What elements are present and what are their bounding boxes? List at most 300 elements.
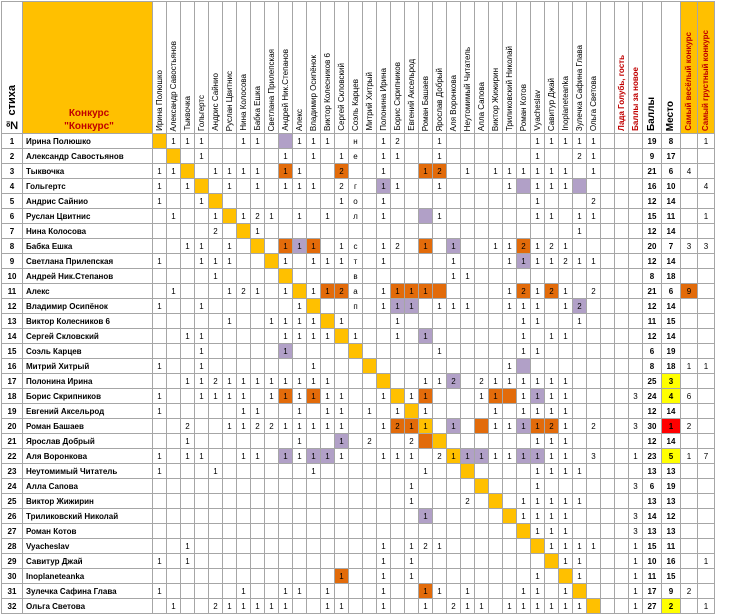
vote-cell: [321, 164, 335, 179]
vote-cell: [419, 314, 433, 329]
spacer-cell: [601, 254, 615, 269]
new-points-header: [629, 2, 643, 134]
vote-cell: 1: [321, 134, 335, 149]
vote-cell: 1: [279, 179, 293, 194]
vote-cell: [517, 554, 531, 569]
author-name: Андрей Ник.Степанов: [23, 269, 153, 284]
author-name: Сергей Скловский: [23, 329, 153, 344]
vote-cell: [419, 449, 433, 464]
vote-cell: [349, 539, 363, 554]
vote-cell: [349, 389, 363, 404]
vote-cell: [265, 134, 279, 149]
place-header: [662, 2, 681, 134]
vote-cell: [279, 554, 293, 569]
vote-cell: [265, 554, 279, 569]
contest-title-line2: "Конкурс": [64, 121, 114, 132]
vote-cell: [461, 179, 475, 194]
vote-cell: [559, 209, 573, 224]
vote-cell: [377, 509, 391, 524]
vote-cell: [167, 434, 181, 449]
vote-cell: [475, 404, 489, 419]
vote-cell: [195, 224, 209, 239]
author-name: Светлана Прилепская: [23, 254, 153, 269]
points-cell: 13: [643, 524, 662, 539]
vote-cell: 1: [433, 179, 447, 194]
vote-cell: [433, 554, 447, 569]
vote-cell: [279, 569, 293, 584]
vote-cell: [167, 149, 181, 164]
vote-cell: [307, 164, 321, 179]
vote-cell: [321, 179, 335, 194]
vote-cell: 1: [195, 374, 209, 389]
vote-cell: 1: [531, 239, 545, 254]
vote-cell: 1: [307, 449, 321, 464]
vote-cell: 1: [223, 179, 237, 194]
vote-cell: [461, 314, 475, 329]
vote-cell: [531, 554, 545, 569]
vote-cell: [279, 299, 293, 314]
vote-cell: [447, 389, 461, 404]
guest-cell: [615, 299, 629, 314]
saddest-cell: 4: [698, 179, 715, 194]
vote-cell: 1: [265, 389, 279, 404]
voter-header-15: [349, 2, 363, 134]
author-name: Борис Скрипников: [23, 389, 153, 404]
points-cell: 21: [643, 164, 662, 179]
vote-cell: [223, 524, 237, 539]
vote-cell: 1: [517, 344, 531, 359]
vote-cell: 1: [251, 284, 265, 299]
vote-cell: [293, 569, 307, 584]
vote-cell: 1: [307, 149, 321, 164]
vote-cell: 1: [419, 284, 433, 299]
saddest-cell: [698, 584, 715, 599]
vote-cell: [377, 434, 391, 449]
vote-cell: [335, 539, 349, 554]
vote-cell: [587, 599, 601, 614]
vote-cell: [279, 194, 293, 209]
vote-cell: [279, 404, 293, 419]
place-cell: 3: [662, 374, 681, 389]
voter-header-18: [391, 2, 405, 134]
guest-cell: [615, 584, 629, 599]
vote-cell: 1: [559, 134, 573, 149]
spacer-cell: [601, 464, 615, 479]
vote-cell: [363, 284, 377, 299]
vote-cell: 1: [531, 509, 545, 524]
vote-cell: 2: [391, 134, 405, 149]
vote-cell: [573, 524, 587, 539]
vote-cell: 1: [279, 239, 293, 254]
vote-cell: [209, 434, 223, 449]
voter-name: Александр Савостьянов: [168, 40, 178, 131]
guest-cell: [615, 239, 629, 254]
vote-cell: 1: [167, 164, 181, 179]
vote-cell: [167, 314, 181, 329]
vote-cell: [419, 359, 433, 374]
vote-cell: [447, 164, 461, 179]
new-points-cell: [629, 299, 643, 314]
vote-cell: [405, 179, 419, 194]
voter-name: Ярослав Добрый: [434, 67, 444, 131]
vote-cell: [223, 194, 237, 209]
voter-name: Сергей Скловский: [336, 63, 346, 131]
vote-cell: [433, 224, 447, 239]
vote-cell: [489, 344, 503, 359]
vote-cell: 1: [321, 374, 335, 389]
vote-cell: [293, 539, 307, 554]
new-points-cell: [629, 254, 643, 269]
vote-cell: [489, 329, 503, 344]
vote-cell: [531, 224, 545, 239]
vote-cell: [447, 584, 461, 599]
vote-cell: 2: [363, 434, 377, 449]
vote-cell: 1: [531, 194, 545, 209]
vote-cell: [489, 464, 503, 479]
vote-cell: 1: [405, 449, 419, 464]
voter-name: Светлана Прилепская: [266, 48, 276, 131]
vote-cell: [461, 134, 475, 149]
vote-cell: л: [349, 209, 363, 224]
vote-cell: [503, 389, 517, 404]
vote-cell: 1: [503, 419, 517, 434]
vote-cell: [363, 569, 377, 584]
vote-cell: [237, 434, 251, 449]
table-row: [2, 239, 715, 254]
funniest-cell: [681, 329, 698, 344]
funniest-cell: [681, 404, 698, 419]
place-cell: 16: [662, 554, 681, 569]
vote-cell: 2: [209, 224, 223, 239]
vote-cell: [181, 509, 195, 524]
vote-cell: [391, 554, 405, 569]
vote-cell: 1: [391, 329, 405, 344]
place-cell: 14: [662, 434, 681, 449]
points-cell: 12: [643, 404, 662, 419]
guest-cell: [615, 374, 629, 389]
vote-cell: 1: [545, 539, 559, 554]
vote-cell: [167, 224, 181, 239]
vote-cell: [237, 314, 251, 329]
saddest-cell: 1: [698, 554, 715, 569]
vote-cell: [195, 269, 209, 284]
spacer-cell: [601, 359, 615, 374]
vote-cell: [503, 404, 517, 419]
vote-cell: [321, 524, 335, 539]
vote-cell: [545, 479, 559, 494]
vote-cell: [279, 539, 293, 554]
row-number: 30: [2, 569, 23, 584]
vote-cell: 1: [531, 179, 545, 194]
vote-cell: [545, 194, 559, 209]
spacer-cell: [601, 449, 615, 464]
vote-cell: 1: [293, 584, 307, 599]
funniest-cell: 3: [681, 239, 698, 254]
saddest-cell: [698, 314, 715, 329]
guest-cell: [615, 269, 629, 284]
vote-cell: 1: [559, 164, 573, 179]
points-cell: 11: [643, 314, 662, 329]
vote-cell: [223, 569, 237, 584]
vote-cell: [195, 209, 209, 224]
vote-cell: [391, 344, 405, 359]
spacer-cell: [601, 509, 615, 524]
vote-cell: [559, 569, 573, 584]
vote-cell: [573, 179, 587, 194]
vote-cell: [573, 359, 587, 374]
vote-cell: 1: [545, 494, 559, 509]
spacer-cell: [601, 494, 615, 509]
vote-cell: [447, 464, 461, 479]
vote-cell: 1: [307, 239, 321, 254]
vote-cell: [433, 329, 447, 344]
new-points-cell: [629, 224, 643, 239]
vote-cell: [405, 374, 419, 389]
vote-cell: [419, 179, 433, 194]
vote-cell: [531, 539, 545, 554]
vote-cell: 1: [531, 299, 545, 314]
vote-cell: [475, 524, 489, 539]
vote-cell: [461, 509, 475, 524]
vote-cell: 1: [531, 449, 545, 464]
vote-cell: [181, 584, 195, 599]
vote-cell: 1: [377, 299, 391, 314]
voter-header-27: [517, 2, 531, 134]
funniest-cell: [681, 209, 698, 224]
new-points-cell: [629, 209, 643, 224]
vote-cell: [195, 434, 209, 449]
vote-cell: [475, 209, 489, 224]
saddest-cell: [698, 284, 715, 299]
vote-cell: 1: [531, 284, 545, 299]
vote-cell: 1: [335, 314, 349, 329]
vote-cell: [419, 209, 433, 224]
vote-cell: [447, 554, 461, 569]
new-points-cell: [629, 329, 643, 344]
vote-cell: [573, 419, 587, 434]
vote-cell: 1: [573, 554, 587, 569]
vote-cell: [545, 554, 559, 569]
vote-cell: 1: [489, 389, 503, 404]
vote-cell: [489, 284, 503, 299]
vote-cell: 2: [405, 434, 419, 449]
vote-cell: [587, 359, 601, 374]
vote-cell: [559, 314, 573, 329]
vote-cell: 1: [391, 284, 405, 299]
saddest-cell: [698, 149, 715, 164]
voter-name: Алекс: [294, 108, 304, 131]
vote-cell: 1: [517, 509, 531, 524]
points-cell: 15: [643, 539, 662, 554]
vote-cell: [237, 359, 251, 374]
vote-cell: [559, 359, 573, 374]
vote-cell: н: [349, 134, 363, 149]
vote-cell: [363, 494, 377, 509]
vote-cell: [153, 224, 167, 239]
vote-cell: 1: [545, 449, 559, 464]
vote-cell: [349, 404, 363, 419]
vote-cell: [321, 269, 335, 284]
funniest-cell: [681, 509, 698, 524]
contest-title-line1: Конкурс: [68, 108, 110, 119]
vote-cell: 1: [153, 194, 167, 209]
vote-cell: 1: [335, 389, 349, 404]
vote-cell: 1: [279, 374, 293, 389]
vote-cell: [209, 524, 223, 539]
vote-cell: [433, 239, 447, 254]
new-points-cell: [629, 284, 643, 299]
vote-cell: [209, 194, 223, 209]
vote-cell: [377, 494, 391, 509]
saddest-cell: [698, 419, 715, 434]
funniest-cell: [681, 299, 698, 314]
vote-cell: 1: [377, 164, 391, 179]
vote-cell: [573, 239, 587, 254]
vote-cell: [293, 599, 307, 614]
new-points-cell: [629, 164, 643, 179]
vote-cell: 1: [377, 134, 391, 149]
vote-cell: [195, 479, 209, 494]
vote-cell: [153, 434, 167, 449]
vote-cell: [587, 494, 601, 509]
vote-cell: [391, 569, 405, 584]
funniest-cell: [681, 569, 698, 584]
vote-cell: 1: [251, 599, 265, 614]
voter-name: Виктор Жижирин: [490, 67, 500, 131]
place-cell: 1: [662, 419, 681, 434]
vote-cell: [265, 344, 279, 359]
voter-header-22: [447, 2, 461, 134]
vote-cell: 2: [559, 254, 573, 269]
vote-cell: [307, 224, 321, 239]
table-row: [2, 344, 715, 359]
funniest-cell: [681, 524, 698, 539]
vote-cell: [223, 269, 237, 284]
vote-cell: [209, 554, 223, 569]
vote-cell: [349, 449, 363, 464]
vote-cell: 1: [503, 449, 517, 464]
vote-cell: 1: [223, 374, 237, 389]
place-cell: 17: [662, 149, 681, 164]
funniest-cell: [681, 314, 698, 329]
voter-name: Триликовский Николай: [504, 45, 514, 131]
vote-cell: 1: [503, 599, 517, 614]
vote-cell: [349, 434, 363, 449]
table-row: [2, 479, 715, 494]
new-points-cell: [629, 179, 643, 194]
vote-cell: 1: [195, 359, 209, 374]
vote-cell: 1: [251, 449, 265, 464]
vote-cell: 1: [531, 164, 545, 179]
vote-cell: [167, 299, 181, 314]
vote-cell: т: [349, 254, 363, 269]
vote-cell: [307, 479, 321, 494]
spacer-cell: [601, 134, 615, 149]
vote-cell: 1: [251, 164, 265, 179]
vote-cell: [223, 494, 237, 509]
vote-cell: [181, 314, 195, 329]
funniest-cell: [681, 434, 698, 449]
vote-cell: [447, 569, 461, 584]
vote-cell: 1: [531, 134, 545, 149]
vote-cell: 1: [517, 329, 531, 344]
vote-cell: [153, 479, 167, 494]
vote-cell: [307, 509, 321, 524]
vote-cell: [167, 404, 181, 419]
author-name: Неутомимый Читатель: [23, 464, 153, 479]
vote-cell: 1: [251, 134, 265, 149]
author-name: Виктор Колесников 6: [23, 314, 153, 329]
voter-header-11: [293, 2, 307, 134]
vote-cell: 1: [573, 254, 587, 269]
vote-cell: [503, 494, 517, 509]
vote-cell: 1: [363, 404, 377, 419]
vote-cell: 1: [419, 599, 433, 614]
vote-cell: 1: [433, 209, 447, 224]
row-number: 3: [2, 164, 23, 179]
vote-cell: [461, 554, 475, 569]
vote-cell: [251, 584, 265, 599]
row-number: 16: [2, 359, 23, 374]
vote-cell: [545, 344, 559, 359]
vote-cell: 2: [209, 374, 223, 389]
author-name: Евгений Аксельрод: [23, 404, 153, 419]
vote-cell: 1: [195, 329, 209, 344]
vote-cell: [153, 284, 167, 299]
spacer-cell: [601, 584, 615, 599]
vote-cell: [489, 194, 503, 209]
vote-cell: 2: [461, 494, 475, 509]
vote-cell: [503, 224, 517, 239]
vote-cell: 1: [377, 179, 391, 194]
vote-cell: [545, 269, 559, 284]
vote-cell: [461, 419, 475, 434]
guest-cell: [615, 134, 629, 149]
vote-cell: [223, 404, 237, 419]
points-header: [643, 2, 662, 134]
vote-cell: 1: [517, 299, 531, 314]
vote-cell: [475, 284, 489, 299]
vote-cell: 1: [195, 194, 209, 209]
saddest-cell: [698, 254, 715, 269]
vote-cell: 2: [545, 239, 559, 254]
vote-cell: 1: [237, 419, 251, 434]
vote-cell: [377, 224, 391, 239]
voter-header-10: [279, 2, 293, 134]
vote-cell: [475, 224, 489, 239]
vote-cell: 1: [503, 254, 517, 269]
vote-cell: 1: [559, 554, 573, 569]
vote-cell: [405, 329, 419, 344]
table-row: [2, 524, 715, 539]
vote-cell: [349, 344, 363, 359]
vote-cell: 1: [391, 449, 405, 464]
vote-cell: [349, 584, 363, 599]
vote-cell: [251, 524, 265, 539]
vote-cell: 1: [419, 329, 433, 344]
vote-cell: [545, 569, 559, 584]
vote-cell: [223, 479, 237, 494]
vote-cell: 1: [335, 569, 349, 584]
vote-cell: [349, 374, 363, 389]
vote-cell: [475, 299, 489, 314]
vote-cell: [461, 464, 475, 479]
vote-cell: 1: [237, 449, 251, 464]
saddest-cell: [698, 194, 715, 209]
table-row: [2, 194, 715, 209]
vote-cell: 1: [279, 449, 293, 464]
vote-cell: [559, 269, 573, 284]
